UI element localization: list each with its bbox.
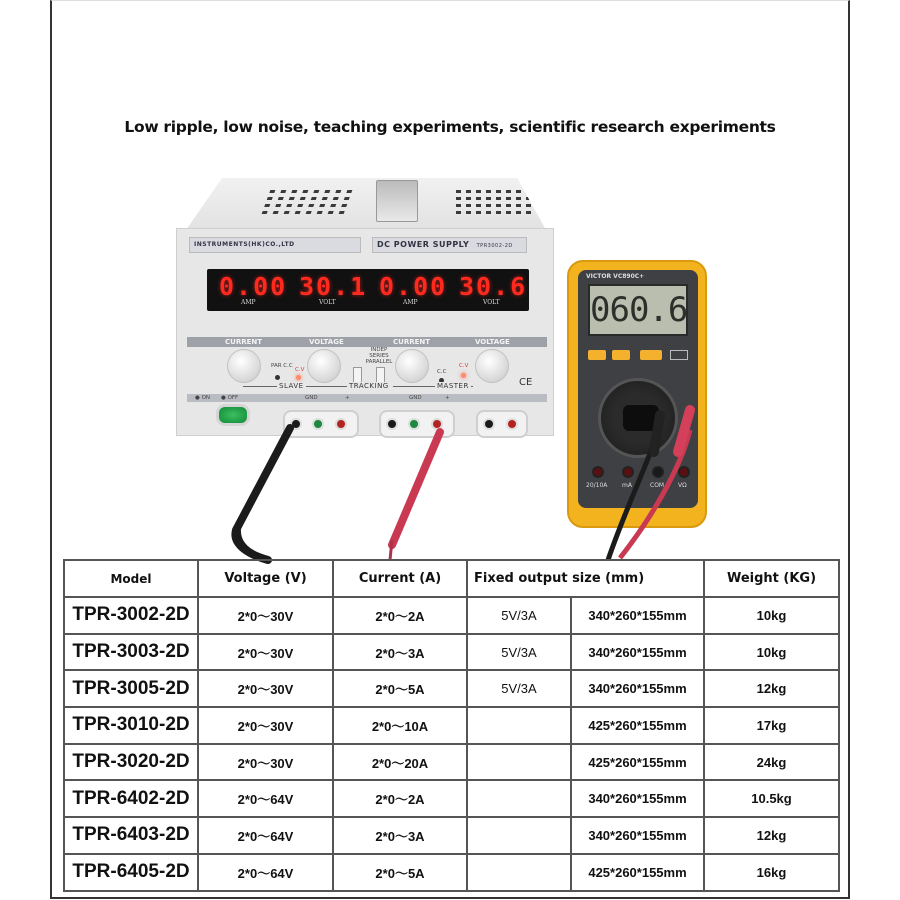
cell-voltage: 2*0～30V [198,744,333,781]
par-cc-label: PAR C.C [271,363,293,369]
jack-com-label: COM [650,482,665,489]
master-gnd-terminal[interactable] [408,418,420,430]
slave-cv-label: C.V [295,367,305,373]
cell-voltage: 2*0～30V [198,597,333,634]
header-voltage: Voltage (V) [198,560,333,597]
headline: Low ripple, low noise, teaching experiments, scientific research experiments [124,118,776,136]
table-row [64,597,839,634]
cell-fixed-output [467,854,571,891]
master-amp-readout: 0.00 [379,272,448,301]
par-cc-led [275,375,280,380]
master-current-knob[interactable] [395,349,429,383]
master-volt-readout: 30.6 [459,272,528,301]
slave-section-label: SLAVE [279,382,304,390]
led-display [207,269,529,311]
title-strip-text: DC POWER SUPPLY [377,240,470,249]
master-negative-terminal[interactable] [386,418,398,430]
slave-terminal-plate [283,410,359,438]
table-row [64,634,839,671]
cell-size: 425*260*155mm [571,744,704,781]
table-row [64,707,839,744]
cell-model: TPR-3010-2D [64,707,198,744]
cell-weight: 24kg [704,744,839,781]
table-row [64,670,839,707]
cell-weight: 12kg [704,670,839,707]
slave-current-label: CURRENT [225,338,263,346]
slave-voltage-knob[interactable] [307,349,341,383]
cell-model: TPR-6403-2D [64,817,198,854]
master-cv-led [461,373,466,378]
tracking-mode-labels [359,347,399,365]
ce-mark: CE [519,377,533,388]
header-fixed-output-size: Fixed output size (mm) [467,560,704,597]
hfe-socket [670,350,688,360]
fixed-terminal-plate [476,410,528,438]
multimeter-lcd [588,284,688,336]
master-plus-label: + [445,395,450,401]
cell-voltage: 2*0～64V [198,854,333,891]
cell-weight: 10kg [704,597,839,634]
header-weight: Weight (KG) [704,560,839,597]
mode-indep: INDEP [370,347,388,353]
table-header-row [64,560,839,597]
cell-voltage: 2*0～30V [198,707,333,744]
vent-grille-left [262,190,354,214]
cell-fixed-output [467,817,571,854]
cell-size: 340*260*155mm [571,670,704,707]
title-strip [372,237,527,253]
cell-size: 340*260*155mm [571,634,704,671]
master-volt-label: VOLT [483,299,500,306]
cell-model: TPR-6402-2D [64,780,198,817]
master-gnd-label: GND [409,395,422,401]
cell-current: 2*0～2A [333,780,467,817]
slave-negative-terminal[interactable] [290,418,302,430]
jack-20a[interactable] [592,466,604,478]
cell-current: 2*0～3A [333,634,467,671]
cell-fixed-output: 5V/3A [467,597,571,634]
power-switch[interactable] [216,404,250,426]
jack-ma[interactable] [622,466,634,478]
multimeter-function-button[interactable] [640,350,662,360]
header-model: Model [64,560,198,597]
mode-parallel: PARALLEL [365,359,393,365]
cell-model: TPR-3002-2D [64,597,198,634]
table-row [64,744,839,781]
multimeter-hold-button[interactable] [612,350,630,360]
tracking-section-label: TRACKING [349,382,389,390]
cell-current: 2*0～5A [333,854,467,891]
vent-grille-right [456,190,531,214]
cell-weight: 12kg [704,817,839,854]
slave-positive-terminal[interactable] [335,418,347,430]
psu-top-cover [186,178,546,230]
multimeter-reading: 060.6 [590,290,688,330]
table-row [64,780,839,817]
slave-plus-label: + [345,395,350,401]
cell-fixed-output [467,744,571,781]
carry-handle [376,180,418,222]
cell-size: 340*260*155mm [571,597,704,634]
cell-model: TPR-3020-2D [64,744,198,781]
slave-volt-readout: 30.1 [299,272,368,301]
cell-fixed-output: 5V/3A [467,634,571,671]
mode-series: SERIES [369,353,389,359]
master-cv-label: C.V [459,363,469,369]
tracking-switch-2[interactable] [376,367,385,383]
power-on-label: ● ON [195,395,211,401]
fixed-positive-terminal[interactable] [506,418,518,430]
table-row [64,817,839,854]
master-terminal-plate [379,410,455,438]
master-positive-terminal[interactable] [431,418,443,430]
slave-amp-readout: 0.00 [219,272,288,301]
jack-v-ohm[interactable] [678,466,690,478]
cell-voltage: 2*0～64V [198,817,333,854]
cell-fixed-output [467,780,571,817]
multimeter-power-button[interactable] [588,350,606,360]
slave-current-knob[interactable] [227,349,261,383]
slave-voltage-label: VOLTAGE [309,338,344,346]
master-voltage-knob[interactable] [475,349,509,383]
slave-gnd-label: GND [305,395,318,401]
cell-model: TPR-6405-2D [64,854,198,891]
slave-amp-label: AMP [241,299,256,306]
multimeter-face [578,270,698,508]
cell-size: 340*260*155mm [571,780,704,817]
tracking-switch-1[interactable] [353,367,362,383]
brand-strip: INSTRUMENTS(HK)CO.,LTD [189,237,361,253]
slave-gnd-terminal[interactable] [312,418,324,430]
dc-power-supply [176,178,554,436]
cell-weight: 17kg [704,707,839,744]
cell-size: 425*260*155mm [571,854,704,891]
digital-multimeter [567,260,707,528]
master-current-label: CURRENT [393,338,431,346]
fixed-negative-terminal[interactable] [483,418,495,430]
slave-volt-label: VOLT [319,299,336,306]
cell-model: TPR-3005-2D [64,670,198,707]
cell-current: 2*0～20A [333,744,467,781]
dial-knob [623,405,659,431]
master-section-label: MASTER [437,382,469,390]
cell-fixed-output: 5V/3A [467,670,571,707]
master-cc-label: C.C [437,369,447,375]
cell-weight: 10kg [704,634,839,671]
terminal-label-band [187,394,547,402]
jack-20a-label: 20/10A [586,482,608,489]
header-current: Current (A) [333,560,467,597]
cell-fixed-output [467,707,571,744]
spec-table [63,559,840,892]
master-voltage-label: VOLTAGE [475,338,510,346]
cell-weight: 16kg [704,854,839,891]
cell-size: 340*260*155mm [571,817,704,854]
cell-model: TPR-3003-2D [64,634,198,671]
cell-voltage: 2*0～64V [198,780,333,817]
jack-vohm-label: VΩ [678,482,687,489]
multimeter-brand: VICTOR VC890C+ [586,273,645,280]
slave-cv-led [296,375,301,380]
cell-current: 2*0～2A [333,597,467,634]
range-selector-dial[interactable] [598,378,678,458]
cell-weight: 10.5kg [704,780,839,817]
jack-com[interactable] [652,466,664,478]
jack-ma-label: mA [622,482,632,489]
cell-current: 2*0～5A [333,670,467,707]
cell-current: 2*0～10A [333,707,467,744]
cell-voltage: 2*0～30V [198,670,333,707]
cell-voltage: 2*0～30V [198,634,333,671]
model-strip-text: TPR3002-2D [476,243,513,249]
master-amp-label: AMP [403,299,418,306]
power-off-label: ● OFF [221,395,239,401]
cell-current: 2*0～3A [333,817,467,854]
cell-size: 425*260*155mm [571,707,704,744]
table-row [64,854,839,891]
